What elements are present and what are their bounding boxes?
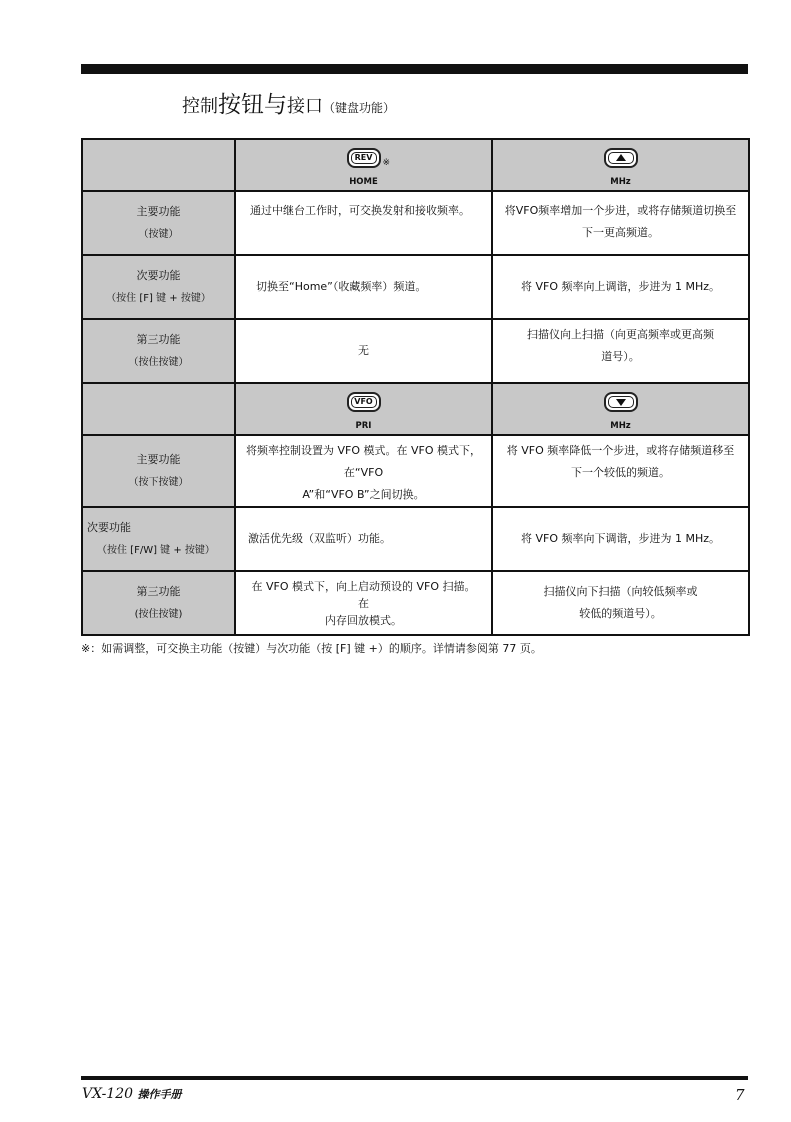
row-label-sub: （按住按键） <box>128 356 189 368</box>
page-title <box>182 94 395 117</box>
row-label <box>82 571 235 635</box>
row-label-text: 主要功能 <box>136 452 181 466</box>
cell-text: 扫描仪向上扫描（向更高频率或更高频 <box>527 328 714 341</box>
down-primary-cell <box>492 435 749 507</box>
table-row <box>82 571 749 635</box>
rev-key-icon <box>347 148 381 168</box>
page-number: 7 <box>735 1086 745 1104</box>
table-row <box>82 435 749 507</box>
footer-model: VX-120 <box>82 1086 134 1102</box>
up-key-cell <box>492 139 749 191</box>
row-label <box>82 191 235 255</box>
cell-text: 下一更高频道。 <box>582 226 659 239</box>
footnote: ※：如需调整，可交换主功能（按键）与次功能（按 [F] 键 +）的顺序。详情请参阅第 77 页。 <box>81 642 542 655</box>
row-label-text: 第三功能 <box>136 584 181 598</box>
row-label <box>82 435 235 507</box>
vfo-key-cell <box>235 383 492 435</box>
row-label <box>82 507 235 571</box>
vfo-secondary-cell <box>235 507 492 571</box>
table-row <box>82 255 749 319</box>
bottom-rule <box>81 1076 748 1080</box>
key-header-row <box>82 383 749 435</box>
cell-text: 通过中继台工作时，可交换发射和接收频率。 <box>250 204 470 217</box>
cell-text: 道号）。 <box>601 350 640 363</box>
vfo-key-caption: PRI <box>355 420 372 431</box>
down-third-cell <box>492 571 749 635</box>
down-secondary-cell <box>492 507 749 571</box>
cell-text: 扫描仪向下扫描（向较低频率或 <box>543 585 698 598</box>
row-label-sub: （按住 [F] 键 + 按键） <box>106 292 211 304</box>
rev-key-cell <box>235 139 492 191</box>
header-blank-cell <box>82 383 235 435</box>
row-label-text: 主要功能 <box>136 204 181 218</box>
row-label-sub: (按住按键) <box>134 608 183 620</box>
rev-key-caption: HOME <box>349 176 378 187</box>
key-header-row <box>82 139 749 191</box>
cell-text: 切换至“Home”（收藏频率）频道。 <box>256 280 427 293</box>
cell-text: 将 VFO 频率降低一个步进，或将存储频道移至 <box>506 444 735 457</box>
up-key-icon <box>604 148 638 168</box>
cell-text: 激活优先级（双监听）功能。 <box>248 532 391 545</box>
cell-text: 下一个较低的频道。 <box>571 466 670 479</box>
up-key-caption: MHz <box>610 176 631 187</box>
cell-text: 较低的频道号）。 <box>579 607 662 620</box>
cell-text: 将频率控制设置为 VFO 模式。在 VFO 模式下，在“VFO <box>245 444 481 479</box>
cell-text: 内存回放模式。 <box>325 613 402 627</box>
cell-text: 在 VFO 模式下，向上启动预设的 VFO 扫描。 <box>251 579 476 593</box>
down-key-cell <box>492 383 749 435</box>
up-third-cell <box>492 319 749 383</box>
up-triangle-icon <box>616 154 626 161</box>
vfo-primary-cell <box>235 435 492 507</box>
cell-text: 无 <box>358 344 369 357</box>
row-label-text: 第三功能 <box>136 332 181 346</box>
rev-primary-cell <box>235 191 492 255</box>
down-key-icon <box>604 392 638 412</box>
key-function-table <box>81 138 750 636</box>
down-triangle-icon <box>616 399 626 406</box>
title-part-3: 接口 <box>287 96 323 117</box>
title-part-2: 按钮与 <box>218 92 287 118</box>
row-label <box>82 319 235 383</box>
vfo-third-cell <box>235 571 492 635</box>
header-blank-cell <box>82 139 235 191</box>
vfo-key-icon <box>347 392 381 412</box>
footer-title <box>82 1086 181 1102</box>
table-row <box>82 319 749 383</box>
up-secondary-cell <box>492 255 749 319</box>
cell-text: 将 VFO 频率向上调谐，步进为 1 MHz。 <box>520 280 721 293</box>
row-label <box>82 255 235 319</box>
rev-secondary-cell <box>235 255 492 319</box>
rev-key-label: REV <box>351 152 377 164</box>
row-label-sub: （按下按键） <box>128 476 189 488</box>
cell-text: A”和“VFO B”之间切换。 <box>302 488 425 501</box>
title-part-1: 控制 <box>182 96 218 117</box>
row-label-text: 次要功能 <box>136 268 181 282</box>
down-key-caption: MHz <box>610 420 631 431</box>
note-mark: ※ <box>382 157 391 168</box>
row-label-text: 次要功能 <box>87 520 131 534</box>
up-primary-cell <box>492 191 749 255</box>
table-row <box>82 507 749 571</box>
cell-text: 将 VFO 频率向下调谐，步进为 1 MHz。 <box>520 532 721 545</box>
rev-third-cell <box>235 319 492 383</box>
title-part-4: （键盘功能） <box>323 101 396 115</box>
cell-text: 在 <box>358 596 369 610</box>
top-rule <box>81 64 748 74</box>
table-row <box>82 191 749 255</box>
row-label-sub: （按住 [F/W] 键 + 按键） <box>97 544 215 556</box>
row-label-sub: （按键） <box>138 228 179 240</box>
cell-text: 将VFO频率增加一个步进，或将存储频道切换至 <box>504 204 737 217</box>
footer-manual-label: 操作手册 <box>137 1088 182 1101</box>
vfo-key-label: VFO <box>351 396 377 408</box>
